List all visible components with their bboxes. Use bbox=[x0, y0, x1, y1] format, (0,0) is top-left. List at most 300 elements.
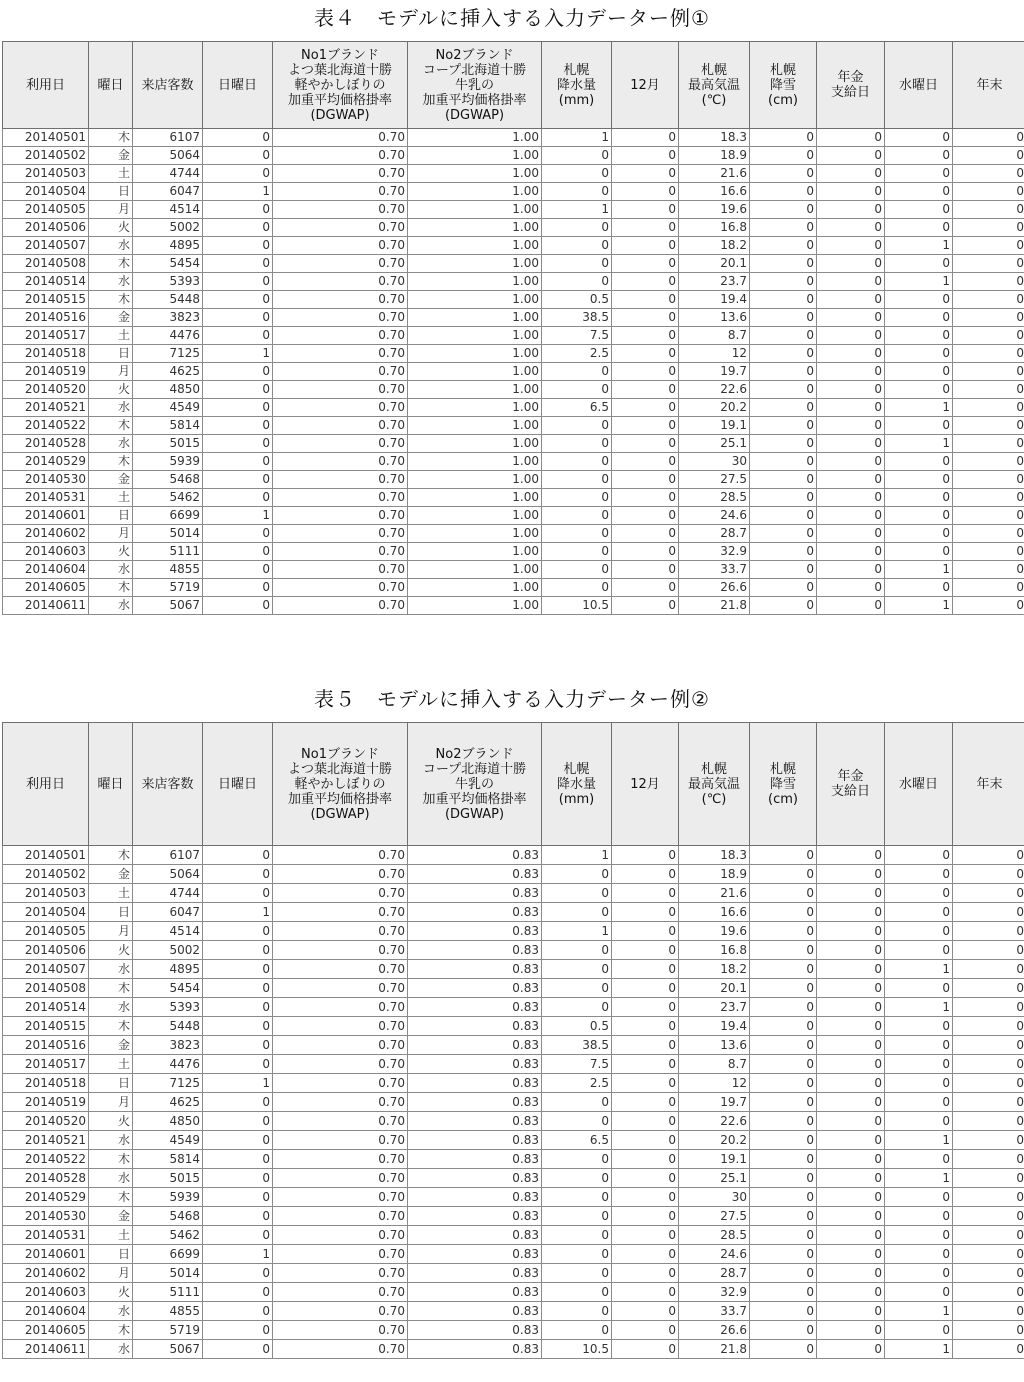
table-cell: 1.00 bbox=[408, 273, 542, 291]
table-cell: 0.70 bbox=[273, 1036, 408, 1055]
table-cell: 0 bbox=[750, 903, 817, 922]
table-cell: 0 bbox=[953, 381, 1024, 399]
table-cell: 0 bbox=[953, 201, 1024, 219]
table-cell: 4514 bbox=[133, 201, 203, 219]
column-header: 水曜日 bbox=[885, 723, 953, 846]
table-cell: 0 bbox=[885, 129, 953, 147]
table5 bbox=[2, 722, 1024, 1359]
table-cell: 0 bbox=[885, 865, 953, 884]
table-cell: 0.70 bbox=[273, 561, 408, 579]
table-cell: 0 bbox=[953, 219, 1024, 237]
table-cell: 0 bbox=[953, 1093, 1024, 1112]
table-row bbox=[3, 1340, 1024, 1359]
table-row bbox=[3, 561, 1024, 579]
table-cell: 0.83 bbox=[408, 998, 542, 1017]
table-cell: 0.70 bbox=[273, 165, 408, 183]
table-cell: 0 bbox=[612, 1093, 679, 1112]
table-cell: 0 bbox=[953, 561, 1024, 579]
table-cell: 22.6 bbox=[679, 381, 750, 399]
table-cell: 0 bbox=[885, 1093, 953, 1112]
table-cell: 20.1 bbox=[679, 979, 750, 998]
table-cell: 0.70 bbox=[273, 417, 408, 435]
table-cell: 0 bbox=[953, 1264, 1024, 1283]
table-row bbox=[3, 1226, 1024, 1245]
table-cell: 26.6 bbox=[679, 579, 750, 597]
table-cell: 4855 bbox=[133, 561, 203, 579]
table4 bbox=[2, 41, 1024, 615]
table-cell: 0 bbox=[203, 273, 273, 291]
table-cell: 木 bbox=[89, 1321, 133, 1340]
table-cell: 0 bbox=[817, 1169, 885, 1188]
table-cell: 0 bbox=[953, 884, 1024, 903]
table-cell: 0 bbox=[750, 979, 817, 998]
column-header: 来店客数 bbox=[133, 723, 203, 846]
table-cell: 0 bbox=[750, 165, 817, 183]
table-cell: 0 bbox=[750, 291, 817, 309]
table-row bbox=[3, 129, 1024, 147]
table-cell: 0 bbox=[885, 1150, 953, 1169]
table-cell: 1 bbox=[542, 846, 612, 865]
table-cell: 0 bbox=[203, 998, 273, 1017]
table-cell: 0 bbox=[953, 273, 1024, 291]
table-row bbox=[3, 183, 1024, 201]
table-cell: 0.83 bbox=[408, 1017, 542, 1036]
table-row bbox=[3, 1131, 1024, 1150]
table-cell: 0.70 bbox=[273, 381, 408, 399]
table-cell: 0 bbox=[612, 1055, 679, 1074]
table-row bbox=[3, 903, 1024, 922]
table-cell: 19.7 bbox=[679, 363, 750, 381]
table-cell: 1.00 bbox=[408, 579, 542, 597]
table-cell: 5454 bbox=[133, 255, 203, 273]
table-cell: 0 bbox=[612, 1188, 679, 1207]
column-header: 年金 支給日 bbox=[817, 723, 885, 846]
table-cell: 0 bbox=[885, 1226, 953, 1245]
table-cell: 1.00 bbox=[408, 309, 542, 327]
table-cell: 0 bbox=[750, 309, 817, 327]
table-cell: 0 bbox=[542, 1188, 612, 1207]
table-cell: 1.00 bbox=[408, 417, 542, 435]
table-cell: 0 bbox=[203, 884, 273, 903]
table-cell: 0 bbox=[203, 1017, 273, 1036]
table-cell: 0 bbox=[885, 1245, 953, 1264]
table-cell: 0 bbox=[953, 1321, 1024, 1340]
table-row bbox=[3, 525, 1024, 543]
table-cell: 日 bbox=[89, 1074, 133, 1093]
table-cell: 0.70 bbox=[273, 1188, 408, 1207]
table-cell: 0 bbox=[817, 201, 885, 219]
table-cell: 20.1 bbox=[679, 255, 750, 273]
table-cell: 33.7 bbox=[679, 561, 750, 579]
table-cell: 0 bbox=[203, 1036, 273, 1055]
table-cell: 0 bbox=[817, 381, 885, 399]
table-cell: 0 bbox=[953, 597, 1024, 615]
table-cell: 0 bbox=[750, 922, 817, 941]
table-cell: 0 bbox=[612, 1169, 679, 1188]
column-header: 年金 支給日 bbox=[817, 42, 885, 129]
table-cell: 0 bbox=[885, 489, 953, 507]
table-cell: 20140502 bbox=[3, 865, 89, 884]
table-cell: 0 bbox=[612, 489, 679, 507]
table-cell: 金 bbox=[89, 471, 133, 489]
table-cell: 0.83 bbox=[408, 903, 542, 922]
table-cell: 1.00 bbox=[408, 435, 542, 453]
table-cell: 0 bbox=[612, 1245, 679, 1264]
table-row bbox=[3, 291, 1024, 309]
table-cell: 0 bbox=[817, 960, 885, 979]
table-cell: 0.70 bbox=[273, 1302, 408, 1321]
table-cell: 0 bbox=[817, 471, 885, 489]
table-cell: 0 bbox=[885, 1017, 953, 1036]
table-cell: 0.70 bbox=[273, 903, 408, 922]
table-cell: 5067 bbox=[133, 1340, 203, 1359]
table-cell: 0.70 bbox=[273, 941, 408, 960]
table-cell: 0.83 bbox=[408, 1207, 542, 1226]
table-cell: 20140521 bbox=[3, 1131, 89, 1150]
table-cell: 0 bbox=[612, 1036, 679, 1055]
table-cell: 0 bbox=[542, 998, 612, 1017]
table-cell: 0 bbox=[885, 183, 953, 201]
table-cell: 20140518 bbox=[3, 345, 89, 363]
table-cell: 木 bbox=[89, 579, 133, 597]
table-cell: 0 bbox=[885, 453, 953, 471]
table-cell: 5454 bbox=[133, 979, 203, 998]
table-cell: 0 bbox=[953, 435, 1024, 453]
table-cell: 5939 bbox=[133, 1188, 203, 1207]
table-row bbox=[3, 1302, 1024, 1321]
table-cell: 0.83 bbox=[408, 1245, 542, 1264]
table-cell: 0 bbox=[203, 453, 273, 471]
table-cell: 1.00 bbox=[408, 129, 542, 147]
table-cell: 20140603 bbox=[3, 543, 89, 561]
table-cell: 20140516 bbox=[3, 1036, 89, 1055]
table-cell: 0 bbox=[612, 1321, 679, 1340]
table-cell: 日 bbox=[89, 1245, 133, 1264]
table-cell: 0 bbox=[203, 1131, 273, 1150]
table-cell: 0 bbox=[203, 327, 273, 345]
table-cell: 0 bbox=[612, 1340, 679, 1359]
table-cell: 木 bbox=[89, 255, 133, 273]
table-cell: 10.5 bbox=[542, 1340, 612, 1359]
table-cell: 0 bbox=[612, 453, 679, 471]
table-cell: 0 bbox=[203, 1169, 273, 1188]
column-header: 札幌 降水量 (mm) bbox=[542, 42, 612, 129]
table-cell: 0 bbox=[953, 865, 1024, 884]
table-cell: 0 bbox=[817, 1150, 885, 1169]
table-cell: 0 bbox=[542, 183, 612, 201]
table-cell: 0 bbox=[203, 1188, 273, 1207]
table-cell: 0 bbox=[750, 543, 817, 561]
table-cell: 0 bbox=[885, 219, 953, 237]
table-cell: 0.70 bbox=[273, 1226, 408, 1245]
table-cell: 33.7 bbox=[679, 1302, 750, 1321]
table-cell: 0 bbox=[953, 507, 1024, 525]
table-cell: 0 bbox=[750, 865, 817, 884]
table-cell: 0 bbox=[203, 435, 273, 453]
table-cell: 1.00 bbox=[408, 453, 542, 471]
table-cell: 0 bbox=[542, 237, 612, 255]
table-cell: 5002 bbox=[133, 941, 203, 960]
table-row bbox=[3, 1074, 1024, 1093]
table-row bbox=[3, 1321, 1024, 1340]
table-cell: 0 bbox=[953, 846, 1024, 865]
table-cell: 0 bbox=[203, 1264, 273, 1283]
table-cell: 0 bbox=[612, 846, 679, 865]
table-cell: 0 bbox=[817, 865, 885, 884]
table-cell: 0 bbox=[542, 884, 612, 903]
table-cell: 木 bbox=[89, 1150, 133, 1169]
table-cell: 1 bbox=[885, 998, 953, 1017]
table-cell: 20140522 bbox=[3, 1150, 89, 1169]
table-cell: 0 bbox=[542, 507, 612, 525]
table-cell: 7125 bbox=[133, 345, 203, 363]
table-cell: 0 bbox=[203, 865, 273, 884]
table-cell: 20140514 bbox=[3, 998, 89, 1017]
table-cell: 0.83 bbox=[408, 1321, 542, 1340]
table-cell: 火 bbox=[89, 1283, 133, 1302]
table-cell: 3823 bbox=[133, 309, 203, 327]
table-cell: 5067 bbox=[133, 597, 203, 615]
table-cell: 0.70 bbox=[273, 543, 408, 561]
table-cell: 0 bbox=[885, 543, 953, 561]
table-cell: 水 bbox=[89, 960, 133, 979]
table-cell: 0.83 bbox=[408, 1340, 542, 1359]
table-cell: 0 bbox=[750, 1207, 817, 1226]
table-cell: 1.00 bbox=[408, 399, 542, 417]
table-cell: 1.00 bbox=[408, 183, 542, 201]
table-cell: 0.70 bbox=[273, 1264, 408, 1283]
table-cell: 5462 bbox=[133, 1226, 203, 1245]
table-cell: 木 bbox=[89, 129, 133, 147]
table-cell: 0 bbox=[750, 507, 817, 525]
table-cell: 19.4 bbox=[679, 1017, 750, 1036]
table-cell: 0 bbox=[203, 1112, 273, 1131]
table-cell: 0 bbox=[885, 1074, 953, 1093]
table-cell: 0 bbox=[817, 435, 885, 453]
table-cell: 18.3 bbox=[679, 846, 750, 865]
table-cell: 6699 bbox=[133, 507, 203, 525]
table-cell: 0 bbox=[203, 471, 273, 489]
column-header: 札幌 降雪 (cm) bbox=[750, 42, 817, 129]
table-cell: 0.83 bbox=[408, 1112, 542, 1131]
table-cell: 0 bbox=[542, 471, 612, 489]
table-cell: 0.83 bbox=[408, 865, 542, 884]
table-cell: 1.00 bbox=[408, 237, 542, 255]
table-cell: 0.83 bbox=[408, 1036, 542, 1055]
table-cell: 0 bbox=[750, 1283, 817, 1302]
table-cell: 0 bbox=[612, 309, 679, 327]
table-cell: 0 bbox=[542, 363, 612, 381]
table-cell: 0.70 bbox=[273, 291, 408, 309]
table-cell: 20140603 bbox=[3, 1283, 89, 1302]
table-cell: 0 bbox=[953, 129, 1024, 147]
table-cell: 1.00 bbox=[408, 597, 542, 615]
table-cell: 1.00 bbox=[408, 363, 542, 381]
table-row bbox=[3, 1093, 1024, 1112]
table-cell: 20140605 bbox=[3, 1321, 89, 1340]
table-cell: 0.5 bbox=[542, 291, 612, 309]
table-cell: 0 bbox=[542, 561, 612, 579]
table-cell: 0 bbox=[203, 255, 273, 273]
table-cell: 0 bbox=[542, 165, 612, 183]
table-cell: 0.83 bbox=[408, 1074, 542, 1093]
table-cell: 金 bbox=[89, 865, 133, 884]
table-cell: 0.83 bbox=[408, 979, 542, 998]
table-row bbox=[3, 1017, 1024, 1036]
table-cell: 0 bbox=[885, 507, 953, 525]
table-cell: 0 bbox=[817, 1302, 885, 1321]
table-cell: 19.1 bbox=[679, 417, 750, 435]
table-cell: 5719 bbox=[133, 1321, 203, 1340]
table-cell: 1 bbox=[203, 183, 273, 201]
column-header: 曜日 bbox=[89, 723, 133, 846]
table-cell: 水 bbox=[89, 561, 133, 579]
table-cell: 土 bbox=[89, 1226, 133, 1245]
table-cell: 0 bbox=[817, 1245, 885, 1264]
table-cell: 0 bbox=[542, 1169, 612, 1188]
table-cell: 0 bbox=[885, 309, 953, 327]
table-cell: 0 bbox=[203, 165, 273, 183]
table-cell: 0 bbox=[817, 255, 885, 273]
table-cell: 32.9 bbox=[679, 543, 750, 561]
table-cell: 0 bbox=[203, 309, 273, 327]
table-row bbox=[3, 435, 1024, 453]
table-cell: 水 bbox=[89, 399, 133, 417]
column-header: 曜日 bbox=[89, 42, 133, 129]
table-cell: 1 bbox=[885, 561, 953, 579]
table-cell: 0 bbox=[542, 1226, 612, 1245]
table-row bbox=[3, 417, 1024, 435]
table-cell: 0 bbox=[612, 417, 679, 435]
table-cell: 18.9 bbox=[679, 147, 750, 165]
table-cell: 0 bbox=[612, 291, 679, 309]
table-row bbox=[3, 381, 1024, 399]
table-row bbox=[3, 1264, 1024, 1283]
table-cell: 0.83 bbox=[408, 1150, 542, 1169]
table-cell: 0 bbox=[750, 597, 817, 615]
table-cell: 19.7 bbox=[679, 1093, 750, 1112]
table-cell: 20140501 bbox=[3, 846, 89, 865]
table-row bbox=[3, 543, 1024, 561]
table-row bbox=[3, 255, 1024, 273]
table-cell: 0 bbox=[612, 941, 679, 960]
table-cell: 27.5 bbox=[679, 471, 750, 489]
table-cell: 0 bbox=[203, 941, 273, 960]
table-cell: 20140503 bbox=[3, 884, 89, 903]
table-row bbox=[3, 345, 1024, 363]
table-cell: 1.00 bbox=[408, 147, 542, 165]
table-cell: 0 bbox=[750, 273, 817, 291]
table-cell: 0.70 bbox=[273, 998, 408, 1017]
table-cell: 0 bbox=[953, 1150, 1024, 1169]
table-cell: 0 bbox=[953, 1245, 1024, 1264]
table-cell: 0 bbox=[612, 363, 679, 381]
table-cell: 0 bbox=[542, 903, 612, 922]
table-cell: 0 bbox=[612, 561, 679, 579]
table-cell: 0 bbox=[203, 979, 273, 998]
table-cell: 0 bbox=[612, 998, 679, 1017]
table-cell: 0 bbox=[750, 1112, 817, 1131]
table-cell: 1 bbox=[542, 129, 612, 147]
table-cell: 0 bbox=[817, 597, 885, 615]
table-cell: 0 bbox=[612, 1112, 679, 1131]
table-cell: 16.8 bbox=[679, 219, 750, 237]
column-header: 12月 bbox=[612, 723, 679, 846]
table-cell: 0 bbox=[953, 237, 1024, 255]
table-cell: 0 bbox=[953, 489, 1024, 507]
table-cell: 27.5 bbox=[679, 1207, 750, 1226]
table-row bbox=[3, 399, 1024, 417]
table-cell: 0 bbox=[203, 219, 273, 237]
table-cell: 20140519 bbox=[3, 1093, 89, 1112]
table-cell: 0 bbox=[750, 417, 817, 435]
table-cell: 0 bbox=[750, 1264, 817, 1283]
table-cell: 0 bbox=[953, 327, 1024, 345]
table-cell: 20140507 bbox=[3, 960, 89, 979]
table-cell: 0 bbox=[817, 219, 885, 237]
table-cell: 0 bbox=[612, 1150, 679, 1169]
table-cell: 0 bbox=[203, 489, 273, 507]
table-cell: 0 bbox=[953, 903, 1024, 922]
table-cell: 0 bbox=[542, 1283, 612, 1302]
table-cell: 1 bbox=[885, 597, 953, 615]
table-cell: 8.7 bbox=[679, 327, 750, 345]
table-cell: 0 bbox=[817, 1188, 885, 1207]
table-cell: 0 bbox=[953, 979, 1024, 998]
table-cell: 7.5 bbox=[542, 327, 612, 345]
table-cell: 0.83 bbox=[408, 1226, 542, 1245]
table-cell: 0 bbox=[750, 1169, 817, 1188]
table-cell: 0.83 bbox=[408, 1055, 542, 1074]
table-cell: 20.2 bbox=[679, 1131, 750, 1150]
table-cell: 0 bbox=[953, 183, 1024, 201]
table-cell: 0 bbox=[885, 471, 953, 489]
table-row bbox=[3, 489, 1024, 507]
table-cell: 0 bbox=[542, 941, 612, 960]
table-cell: 8.7 bbox=[679, 1055, 750, 1074]
table-cell: 0 bbox=[612, 219, 679, 237]
table-cell: 0 bbox=[750, 525, 817, 543]
table-cell: 0 bbox=[612, 327, 679, 345]
table-cell: 0 bbox=[612, 1302, 679, 1321]
table-cell: 25.1 bbox=[679, 435, 750, 453]
table-cell: 0 bbox=[953, 147, 1024, 165]
table-cell: 木 bbox=[89, 291, 133, 309]
table-cell: 0 bbox=[885, 381, 953, 399]
table-cell: 0 bbox=[542, 1264, 612, 1283]
table-cell: 0.70 bbox=[273, 129, 408, 147]
table-cell: 0 bbox=[612, 147, 679, 165]
table-cell: 20140611 bbox=[3, 597, 89, 615]
table-cell: 0 bbox=[817, 1207, 885, 1226]
table-cell: 0 bbox=[953, 960, 1024, 979]
table-cell: 1 bbox=[885, 1302, 953, 1321]
table-cell: 6107 bbox=[133, 846, 203, 865]
table5-caption: 表５ モデルに挿入する入力データー例② bbox=[314, 687, 710, 711]
table-cell: 0 bbox=[817, 345, 885, 363]
table-cell: 0 bbox=[885, 417, 953, 435]
table-cell: 0.70 bbox=[273, 960, 408, 979]
table-cell: 20140602 bbox=[3, 1264, 89, 1283]
table-cell: 0.83 bbox=[408, 884, 542, 903]
table-cell: 20140531 bbox=[3, 489, 89, 507]
table-cell: 6047 bbox=[133, 183, 203, 201]
table-cell: 0 bbox=[885, 345, 953, 363]
table-cell: 0 bbox=[817, 525, 885, 543]
table-cell: 0 bbox=[203, 381, 273, 399]
table-cell: 20140518 bbox=[3, 1074, 89, 1093]
table-cell: 0 bbox=[885, 1207, 953, 1226]
